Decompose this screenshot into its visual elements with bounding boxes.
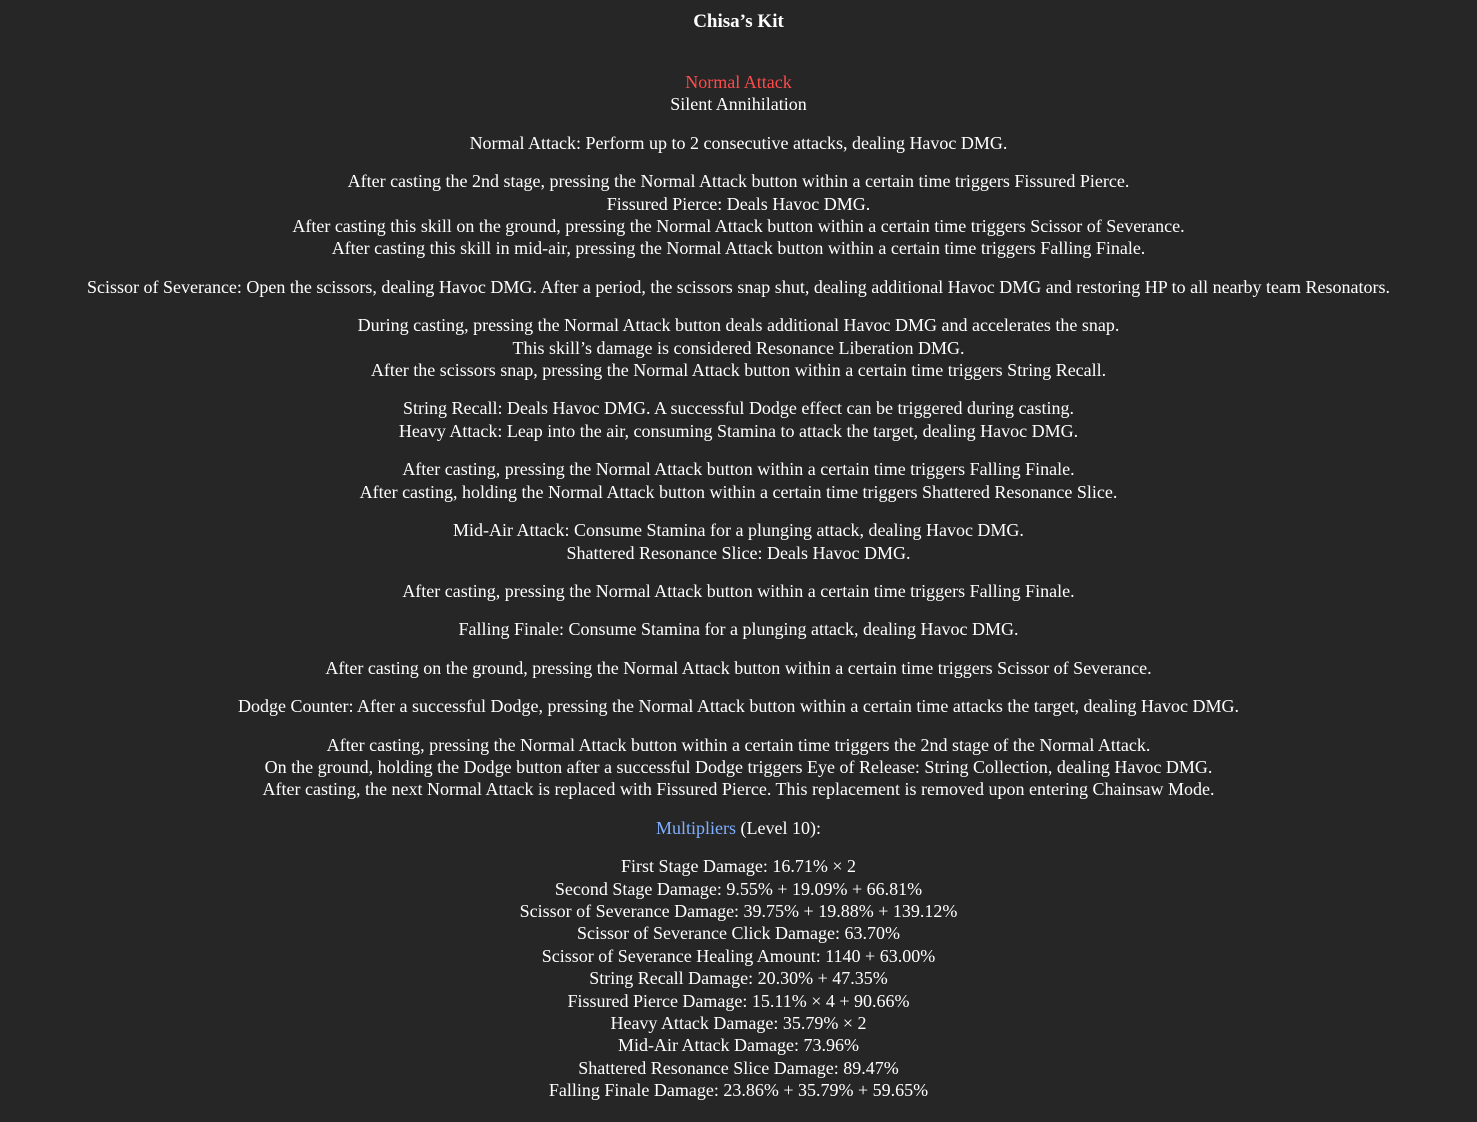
multiplier-item: Heavy Attack Damage: 35.79% × 2	[610, 1013, 867, 1033]
description-line: Falling Finale: Consume Stamina for a plunging attack, dealing Havoc DMG.	[458, 619, 1019, 640]
description-paragraph	[0, 397, 1477, 442]
description-line: Heavy Attack: Leap into the air, consuming Stamina to attack the target, dealing Havoc DMG.	[398, 420, 1079, 441]
description-paragraph	[0, 618, 1477, 640]
description-line: Normal Attack: Perform up to 2 consecutive attacks, dealing Havoc DMG.	[469, 132, 1008, 153]
description-paragraph	[0, 458, 1477, 503]
description-line: After casting, the next Normal Attack is replaced with Fissured Pierce. This replacement is removed upon entering Chainsaw Mode.	[262, 779, 1215, 800]
multiplier-item: Scissor of Severance Healing Amount: 1140 + 63.00%	[541, 945, 936, 966]
skill-content	[0, 71, 1477, 1102]
description-paragraph	[0, 580, 1477, 602]
page-title: Chisa’s Kit	[693, 11, 784, 32]
multipliers-heading	[0, 817, 1477, 839]
multiplier-item: Scissor of Severance Damage: 39.75% + 19.88% + 139.12%	[519, 900, 958, 921]
description-line: On the ground, holding the Dodge button after a successful Dodge triggers Eye of Release: String Collection, dealing Havoc DMG.	[264, 756, 1213, 777]
multiplier-item: Shattered Resonance Slice Damage: 89.47%	[578, 1057, 899, 1078]
multiplier-item: Mid-Air Attack Damage: 73.96%	[618, 1035, 859, 1056]
multiplier-item: Second Stage Damage: 9.55% + 19.09% + 66.81%	[554, 878, 923, 899]
description-line: During casting, pressing the Normal Attack button deals additional Havoc DMG and accelerates the snap.	[357, 315, 1120, 336]
description-paragraph	[0, 734, 1477, 801]
description-line: After casting, pressing the Normal Attack button within a certain time triggers Falling Finale.	[402, 459, 1075, 480]
description-paragraph	[0, 519, 1477, 564]
multiplier-item: First Stage Damage: 16.71% × 2	[620, 856, 857, 877]
multiplier-item: Falling Finale Damage: 23.86% + 35.79% + 59.65%	[548, 1080, 929, 1101]
description-line: After casting this skill in mid-air, pressing the Normal Attack button within a certain time triggers Falling Finale.	[331, 238, 1146, 259]
description-paragraph	[0, 657, 1477, 679]
description-line: After the scissors snap, pressing the Normal Attack button within a certain time triggers String Recall.	[370, 360, 1107, 381]
description-paragraph	[0, 276, 1477, 298]
description-line: Mid-Air Attack: Consume Stamina for a plunging attack, dealing Havoc DMG.	[453, 520, 1024, 541]
description-paragraph	[0, 695, 1477, 717]
multipliers-level: (Level 10):	[736, 817, 821, 838]
description-line: This skill’s damage is considered Resonance Liberation DMG.	[512, 337, 965, 358]
section-title: Normal Attack	[685, 72, 792, 92]
description-line: After casting this skill on the ground, pressing the Normal Attack button within a certain time triggers Scissor of Severance.	[292, 216, 1185, 237]
description-line: After casting on the ground, pressing the Normal Attack button within a certain time triggers Scissor of Severance.	[325, 657, 1152, 678]
multiplier-item: Scissor of Severance Click Damage: 63.70%	[577, 923, 900, 944]
description-line: String Recall: Deals Havoc DMG. A successful Dodge effect can be triggered during casting.	[403, 398, 1074, 419]
description-paragraph	[0, 170, 1477, 260]
description-line: After casting the 2nd stage, pressing the Normal Attack button within a certain time triggers Fissured Pierce.	[347, 171, 1130, 192]
description-paragraphs	[0, 132, 1477, 801]
multipliers-list	[0, 855, 1477, 1101]
description-paragraph	[0, 132, 1477, 154]
skill-name: Silent Annihilation	[670, 94, 807, 115]
description-line: Fissured Pierce: Deals Havoc DMG.	[606, 193, 871, 214]
description-line: After casting, pressing the Normal Attack button within a certain time triggers the 2nd stage of the Normal Attack.	[326, 734, 1151, 755]
description-line: Scissor of Severance: Open the scissors, dealing Havoc DMG. After a period, the scissors snap shut, dealing additional Havoc DMG and restoring HP to all nearby team Resonators.	[86, 276, 1391, 297]
description-line: After casting, pressing the Normal Attack button within a certain time triggers Falling Finale.	[402, 580, 1075, 601]
description-line: After casting, holding the Normal Attack button within a certain time triggers Shattered Resonance Slice.	[359, 481, 1118, 502]
description-line: Dodge Counter: After a successful Dodge, pressing the Normal Attack button within a certain time attacks the target, dealing Havoc DMG.	[238, 696, 1239, 717]
section-header	[0, 71, 1477, 116]
multiplier-item: Fissured Pierce Damage: 15.11% × 4 + 90.66%	[567, 990, 910, 1011]
multipliers-link[interactable]: Multipliers	[656, 817, 737, 838]
description-line: Shattered Resonance Slice: Deals Havoc DMG.	[566, 542, 911, 563]
multiplier-item: String Recall Damage: 20.30% + 47.35%	[589, 968, 888, 989]
description-paragraph	[0, 314, 1477, 381]
